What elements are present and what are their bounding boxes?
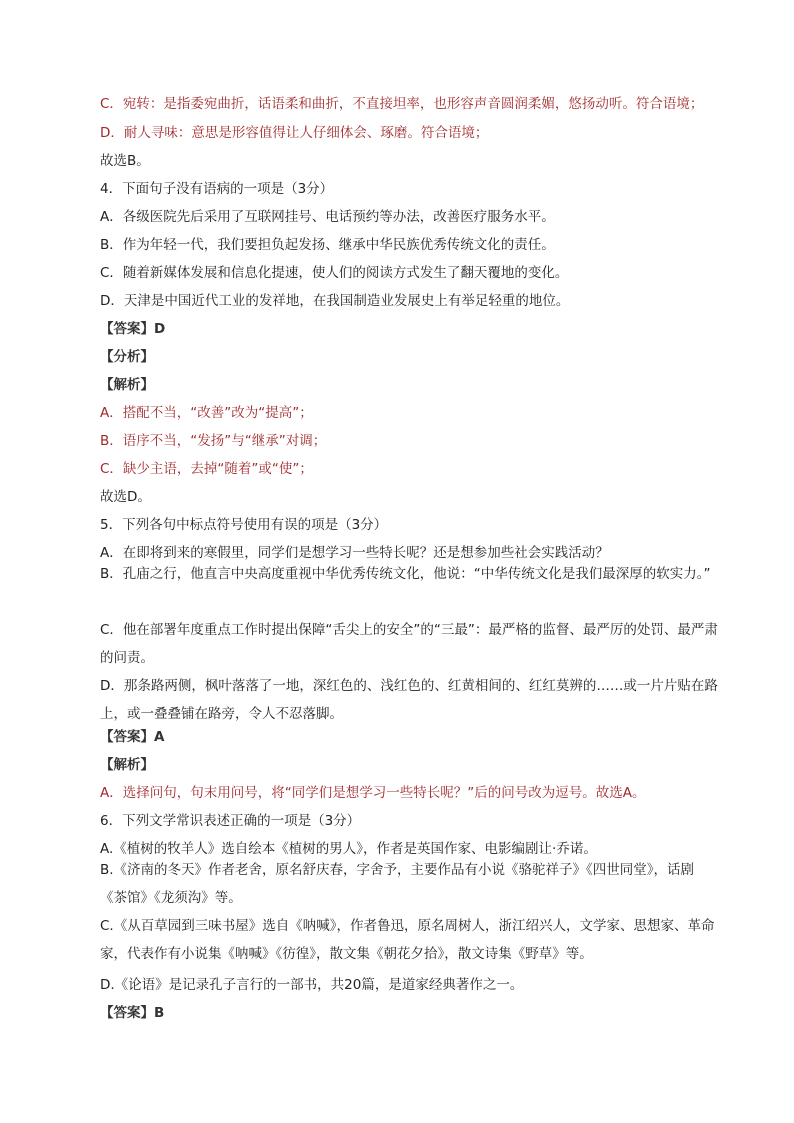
explanation-line: B．语序不当，“发扬”与“继承”对调； (100, 433, 327, 449)
text-line: 故选B。 (100, 153, 150, 169)
option-b-paragraph: B．孔庙之行，他直言中央高度重视中华优秀传统文化，他说：“中华传统文化是我们最深厚的软实力。” (100, 566, 711, 582)
explanation-line: C．缺少主语，去掉“随着”或“使”； (100, 461, 313, 477)
explanation-label: 【解析】 (100, 757, 154, 773)
answer-label: 【答案】D (100, 321, 166, 337)
option-b: B．作为年轻一代，我们要担负起发扬、继承中华民族优秀传统文化的责任。 (100, 237, 555, 253)
text-line: D．耐人寻味：意思是形容值得让人仔细体会、琢磨。符合语境； (100, 125, 489, 141)
option-c: C．随着新媒体发展和信息化提速，使人们的阅读方式发生了翻天覆地的变化。 (100, 265, 569, 281)
analysis-label: 【分析】 (100, 349, 154, 365)
text-line: 故选D。 (100, 489, 151, 505)
option-d: D.《论语》是记录孔子言行的一部书，共20篇，是道家经典著作之一。 (100, 977, 524, 993)
option-a: A．各级医院先后采用了互联网挂号、电话预约等办法，改善医疗服务水平。 (100, 209, 555, 225)
explanation-label: 【解析】 (100, 377, 154, 393)
question-4-title: 4．下面句子没有语病的一项是（3分） (100, 181, 334, 197)
option-c-paragraph: C．他在部署年度重点工作时提出保障“舌尖上的安全”的“三最”：最严格的监督、最严厉的处罚、最严肃的问责。 (100, 622, 718, 666)
question-5-title: 5．下列各句中标点符号使用有误的项是（3分） (100, 517, 388, 533)
answer-label: 【答案】A (100, 729, 165, 745)
question-6-title: 6．下列文学常识表述正确的一项是（3分） (100, 813, 361, 829)
answer-label: 【答案】B (100, 1005, 165, 1021)
option-c-paragraph: C.《从百草园到三味书屋》选自《呐喊》，作者鲁迅，原名周树人，浙江绍兴人，文学家、思想家、革命家，代表作有小说集《呐喊》《彷徨》，散文集《朝花夕拾》，散文诗集《野草》等。 (100, 918, 715, 962)
explanation-line: A．选择问句，句末用问号，将“同学们是想学习一些特长呢？”后的问号改为逗号。故选A。 (100, 785, 646, 801)
option-a: A.《植树的牧羊人》选自绘本《植树的男人》，作者是英国作家、电影编剧让·乔诺。 (100, 841, 597, 857)
option-d: D．天津是中国近代工业的发祥地，在我国制造业发展史上有举足轻重的地位。 (100, 293, 570, 309)
option-d-paragraph: D．那条路两侧，枫叶落落了一地，深红色的、浅红色的、红黄相间的、红红莫辨的……或一片片贴在路上，或一叠叠铺在路旁，令人不忍落脚。 (100, 678, 718, 722)
text-line: C．宛转：是指委宛曲折，话语柔和曲折，不直接坦率，也形容声音圆润柔媚，悠扬动听。符合语境； (100, 96, 704, 112)
explanation-line: A．搭配不当，“改善”改为“提高”； (100, 405, 313, 421)
option-a: A．在即将到来的寒假里，同学们是想学习一些特长呢？还是想参加些社会实践活动？ (100, 545, 609, 561)
option-b-paragraph: B.《济南的冬天》作者老舍，原名舒庆春，字舍予，主要作品有小说《骆驼祥子》《四世同堂》，话剧《茶馆》《龙须沟》等。 (100, 862, 695, 906)
